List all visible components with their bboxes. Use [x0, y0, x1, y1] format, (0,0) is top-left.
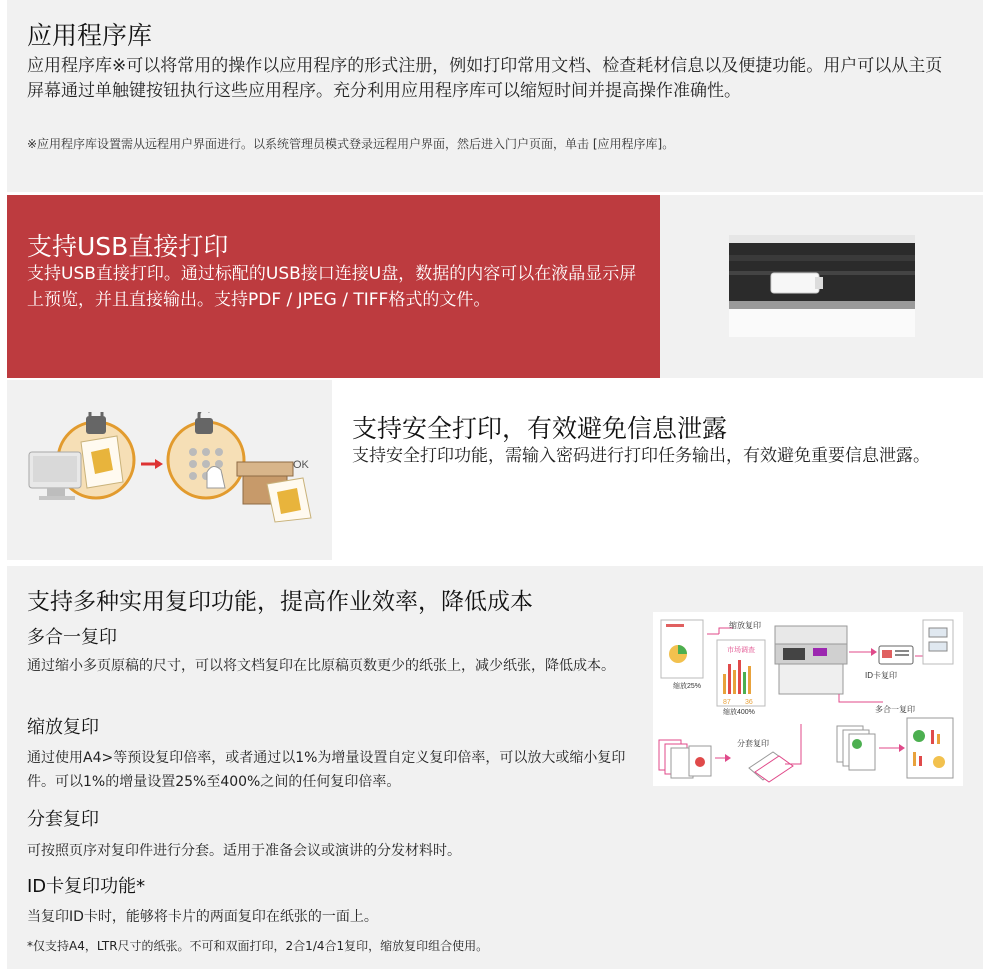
app-library-section [7, 0, 983, 192]
id-card-copy-title: ID卡复印功能* [27, 876, 146, 897]
app-library-body: 应用程序库※可以将常用的操作以应用程序的形式注册，例如打印常用文档、检查耗材信息以及便捷功能。用户可以从主页屏幕通过单触键按钮执行这些应用程序。充分利用应用程序库可以缩短时间并提高操作准确性。 [27, 56, 943, 101]
copy-functions-title: 支持多种实用复印功能，提高作业效率，降低成本 [27, 589, 533, 615]
copy-functions-section [7, 566, 983, 969]
svg-text:缩放400%: 缩放400% [723, 709, 755, 716]
ok-label: OK [293, 459, 309, 471]
secure-print-section [7, 380, 983, 560]
svg-text:缩放25%: 缩放25% [673, 683, 702, 690]
id-card-copy-body: 当复印ID卡时，能够将卡片的两面复印在纸张的一面上。 [27, 909, 378, 925]
copy-footnote: *仅支持A4，LTR尺寸的纸张。不可和双面打印，2合1/4合1复印，缩放复印组合使用。 [27, 939, 489, 953]
usb-print-title: 支持USB直接打印 [27, 232, 229, 261]
usb-print-body: 支持USB直接打印。通过标配的USB接口连接U盘，数据的内容可以在液晶显示屏上预览，并且直接输出。支持PDF / JPEG / TIFF格式的文件。 [27, 264, 637, 310]
sort-copy-title: 分套复印 [27, 809, 99, 830]
copy-functions-diagram [653, 612, 963, 786]
svg-text:分套复印: 分套复印 [737, 739, 769, 748]
usb-port-photo [729, 235, 915, 337]
usb-print-section [7, 195, 983, 378]
zoom-copy-body: 通过使用A4>等预设复印倍率，或者通过以1%为增量设置自定义复印倍率，可以放大或缩小复印件。可以1%的增量设置25%至400%之间的任何复印倍率。 [27, 750, 626, 790]
sort-copy-body: 可按照页序对复印件进行分套。适用于准备会议或演讲的分发材料时。 [27, 843, 461, 859]
secure-print-title: 支持安全打印，有效避免信息泄露 [352, 414, 728, 443]
secure-print-panel [332, 380, 983, 560]
zoom-copy-title: 缩放复印 [27, 717, 99, 738]
svg-text:缩放复印: 缩放复印 [729, 621, 761, 630]
svg-text:ID卡复印: ID卡复印 [865, 671, 897, 680]
app-library-title: 应用程序库 [27, 21, 153, 50]
multi-in-one-copy-body: 通过缩小多页原稿的尺寸，可以将文档复印在比原稿页数更少的纸张上，减少纸张，降低成本。 [27, 658, 615, 674]
multi-in-one-copy-title: 多合一复印 [27, 627, 117, 648]
svg-text:多合一复印: 多合一复印 [875, 705, 915, 714]
secure-print-diagram [21, 412, 333, 524]
app-library-note: ※应用程序库设置需从远程用户界面进行。以系统管理员模式登录远程用户界面，然后进入门户页面，单击 [应用程序库]。 [27, 137, 675, 151]
secure-print-body: 支持安全打印功能，需输入密码进行打印任务输出，有效避免重要信息泄露。 [352, 446, 930, 466]
svg-text:36: 36 [745, 699, 753, 706]
svg-text:市场调查: 市场调查 [727, 647, 755, 654]
svg-text:87: 87 [723, 699, 731, 706]
usb-print-panel [7, 195, 660, 378]
